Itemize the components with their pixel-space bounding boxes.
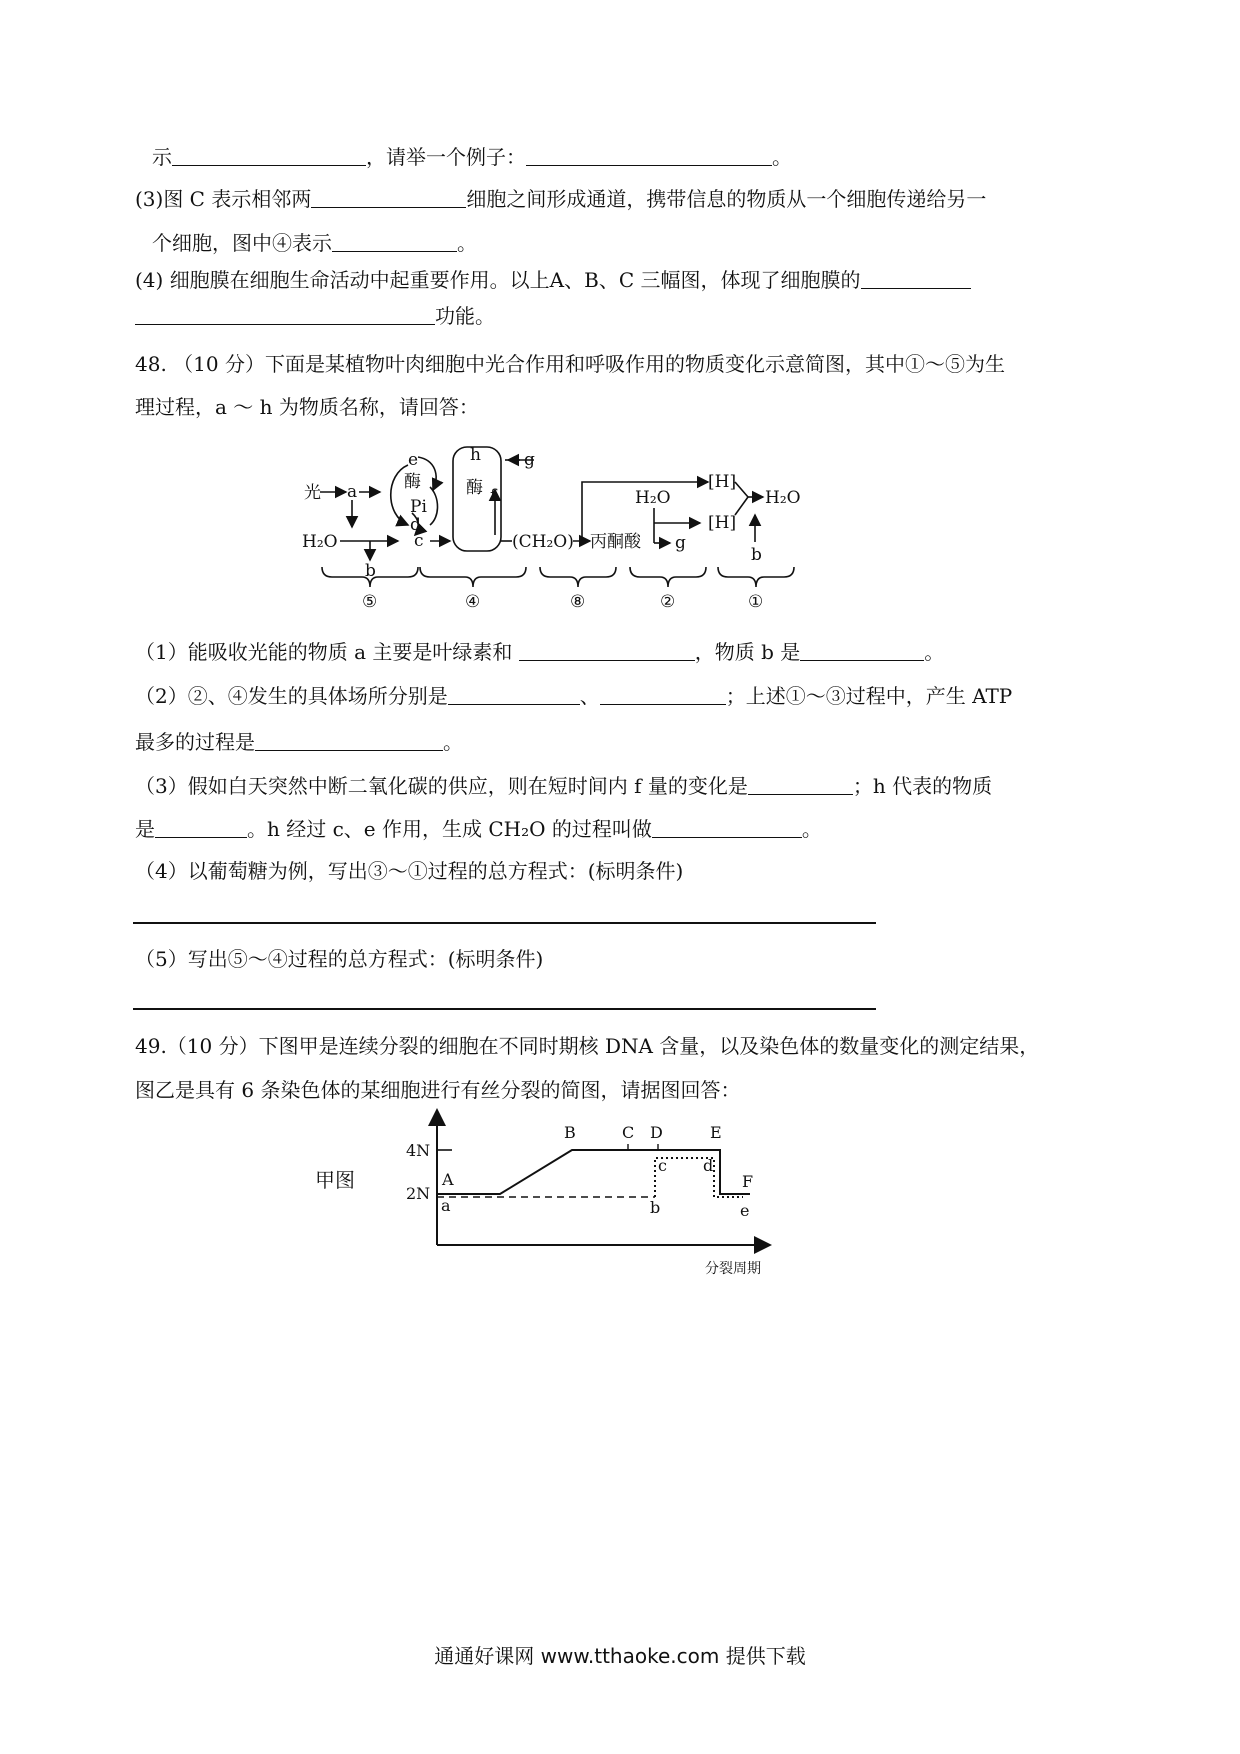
label-h2o-right: H₂O: [765, 488, 801, 508]
point-B: B: [564, 1123, 576, 1142]
blank-field[interactable]: [652, 817, 802, 838]
q47-part3-line2: 个细胞，图中④表示 。: [152, 231, 477, 255]
stage-label: ④: [465, 592, 481, 612]
q47-part4-line1: (4) 细胞膜在细胞生命活动中起重要作用。以上A、B、C 三幅图，体现了细胞膜的: [135, 266, 971, 294]
point-C: C: [622, 1123, 635, 1142]
point-e: e: [740, 1201, 750, 1220]
blank-field[interactable]: [861, 268, 971, 289]
label-f: f: [490, 486, 497, 506]
blank-field[interactable]: [332, 231, 457, 252]
q49-intro-line2: 图乙是具有 6 条染色体的某细胞进行有丝分裂的简图，请据图回答：: [135, 1078, 741, 1102]
blank-field[interactable]: [800, 640, 924, 661]
label-enzyme2: 酶: [466, 478, 483, 498]
photosynthesis-respiration-diagram: [290, 435, 810, 615]
label-h2o-mid: H₂O: [635, 488, 671, 508]
label-b-right: b: [751, 545, 762, 565]
point-E: E: [710, 1123, 722, 1142]
blank-field[interactable]: [311, 187, 466, 208]
stage-label: ⑤: [362, 592, 378, 612]
stage-label: ⑧: [570, 592, 586, 612]
label-d: d: [410, 515, 421, 535]
q48-intro-line2: 理过程，a ～ h 为物质名称，请回答：: [135, 395, 479, 419]
q48-q3-line2: 是 。h 经过 c、e 作用，生成 CH₂O 的过程叫做 。: [135, 817, 822, 841]
blank-field[interactable]: [155, 817, 247, 838]
q48-q3-line1: （3）假如白天突然中断二氧化碳的供应，则在短时间内 f 量的变化是 ；h 代表的物质: [135, 774, 993, 798]
label-ch2o: (CH₂O): [512, 532, 574, 552]
point-F: F: [742, 1172, 754, 1191]
point-d: d: [703, 1156, 714, 1175]
point-A: A: [442, 1170, 454, 1189]
label-c: c: [414, 531, 424, 551]
label-pi: Pi: [410, 497, 427, 517]
point-c: c: [658, 1156, 667, 1175]
label-g-top: g: [524, 450, 535, 470]
q48-intro-line1: 48. （10 分）下面是某植物叶肉细胞中光合作用和呼吸作用的物质变化示意简图，其中①～⑤为生: [135, 352, 1005, 376]
stage-label: ①: [748, 592, 764, 612]
q48-q4: （4）以葡萄糖为例，写出③～①过程的总方程式：(标明条件): [135, 859, 684, 883]
blank-field[interactable]: [135, 304, 435, 325]
point-a: a: [441, 1196, 451, 1215]
stage-label: ②: [660, 592, 676, 612]
q47-part4-line2: 功能。: [135, 302, 495, 330]
x-axis-label: 分裂周期: [705, 1261, 761, 1277]
label-e: e: [408, 450, 419, 470]
label-enzyme1: 酶: [404, 472, 421, 492]
y-label-2n: 2N: [406, 1184, 431, 1203]
answer-line[interactable]: [133, 1008, 876, 1010]
blank-field[interactable]: [600, 684, 726, 705]
q48-q5: （5）写出⑤～④过程的总方程式：(标明条件): [135, 947, 544, 971]
chart-title: 甲图: [315, 1168, 355, 1192]
blank-field[interactable]: [526, 145, 772, 166]
q48-q2-line2: 最多的过程是 。: [135, 730, 463, 754]
label-pyruvate: 丙酮酸: [590, 532, 641, 552]
q47-part3-line1: (3)图 C 表示相邻两 细胞之间形成通道，携带信息的物质从一个细胞传递给另一: [135, 187, 987, 211]
blank-field[interactable]: [748, 774, 853, 795]
blank-field[interactable]: [255, 730, 443, 751]
blank-field[interactable]: [519, 640, 695, 661]
q48-q1: （1）能吸收光能的物质 a 主要是叶绿素和 ，物质 b 是 。: [135, 640, 945, 664]
label-H-bottom: [H]: [708, 513, 737, 533]
point-b: b: [650, 1198, 661, 1217]
q47-line1: 示 ，请举一个例子： 。: [152, 145, 792, 169]
blank-field[interactable]: [448, 684, 580, 705]
label-b-left: b: [365, 561, 376, 581]
point-D: D: [650, 1123, 663, 1142]
label-a: a: [347, 482, 358, 502]
label-h: h: [470, 445, 481, 465]
label-h2o-left: H₂O: [302, 532, 338, 552]
answer-line[interactable]: [133, 922, 876, 924]
page-footer: 通通好课网 www.tthaoke.com 提供下载: [434, 1644, 806, 1668]
y-label-4n: 4N: [406, 1141, 431, 1160]
q49-intro-line1: 49.（10 分）下图甲是连续分裂的细胞在不同时期核 DNA 含量，以及染色体的数量变化的测定结果，: [135, 1034, 1040, 1058]
dna-chromosome-graph: [300, 1105, 800, 1290]
label-H-top: [H]: [708, 472, 737, 492]
q48-q2-line1: （2）②、④发生的具体场所分别是 、 ；上述①～③过程中，产生 ATP: [135, 684, 1013, 708]
label-g-mid: g: [675, 533, 686, 553]
label-light: 光: [304, 483, 321, 503]
blank-field[interactable]: [172, 145, 366, 166]
